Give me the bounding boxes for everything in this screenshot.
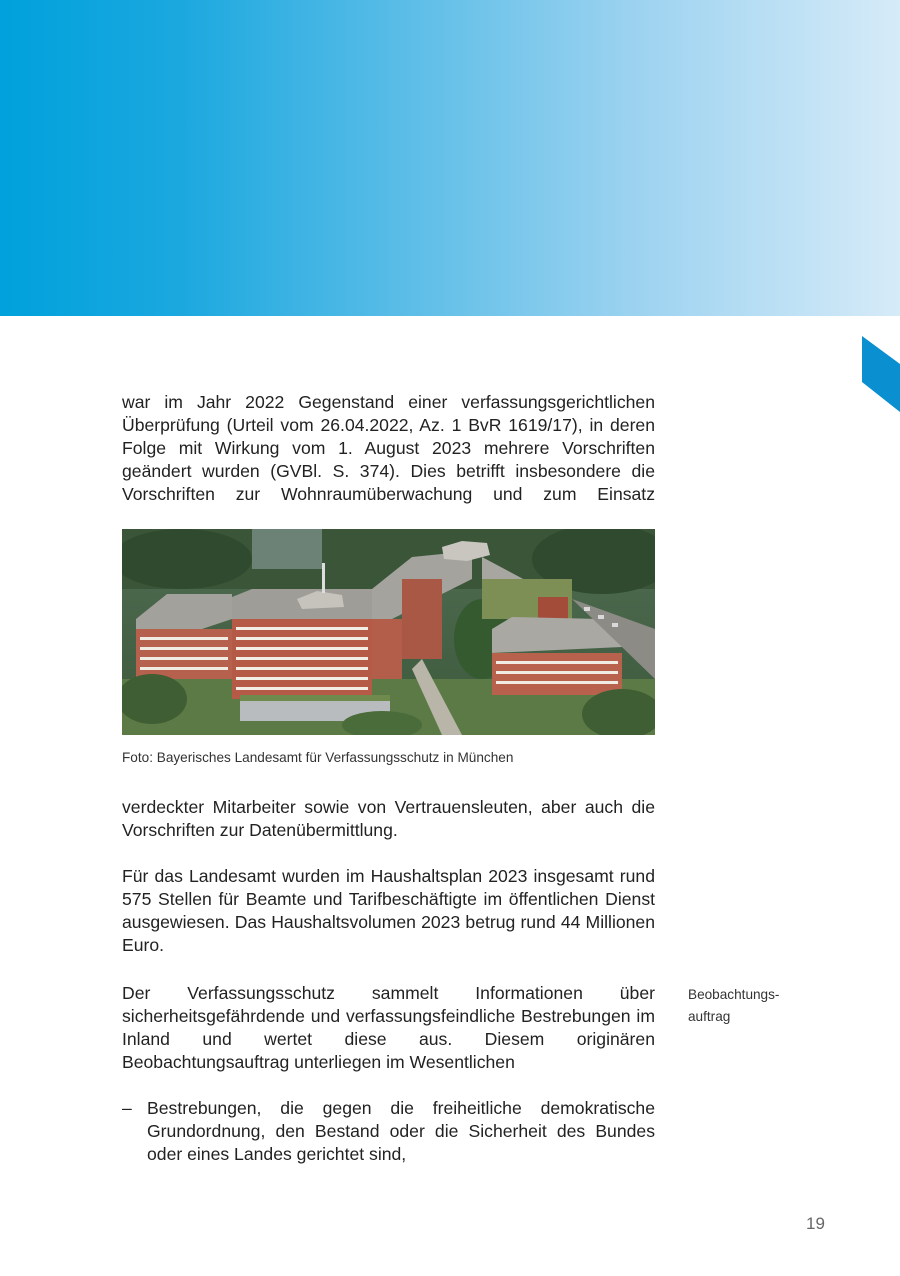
bullet-list	[122, 1097, 655, 1166]
list-dash: –	[122, 1098, 132, 1118]
page-number: 19	[806, 1214, 825, 1233]
chapter-tab-marker	[862, 336, 900, 412]
paragraph-2	[122, 796, 655, 842]
list-item	[122, 1097, 655, 1166]
paragraph-3	[122, 865, 655, 957]
paragraph-3-text: Für das Landesamt wurden im Haushaltsplan 2023 insgesamt rund 575 Stellen für Beamte und Tarifbeschäftigte im öffentlichen Dienst ausgewiesen. Das Haushaltsvolumen 2023 betrug rund 44 Millionen Euro.	[122, 866, 655, 955]
paragraph-4-text: Der Verfassungsschutz sammelt Informationen über sicherheitsgefährdende und verfassungsfeindliche Bestrebungen im Inland und wertet diese aus. Diesem originären Beobachtungsauftrag unterliegen im Wesentlichen	[122, 983, 655, 1072]
chapter-tab-shape	[862, 336, 900, 412]
paragraph-4	[122, 982, 655, 1074]
margin-note-line-1: Beobachtungs-	[688, 987, 780, 1002]
header-gradient-band	[0, 0, 900, 316]
photo-caption: Foto: Bayerisches Landesamt für Verfassungsschutz in München	[122, 750, 514, 765]
paragraph-2-text: verdeckter Mitarbeiter sowie von Vertrauensleuten, aber auch die Vorschriften zur Datenübermittlung.	[122, 797, 655, 840]
margin-note-line-2: auftrag	[688, 1009, 731, 1024]
paragraph-1-text: war im Jahr 2022 Gegenstand einer verfassungsgerichtlichen Überprüfung (Urteil vom 26.04.2022, Az. 1 BvR 1619/17), in deren Folge mit Wirkung vom 1. August 2023 mehrere Vorschriften geändert wurden (GVBl. S. 374). Dies betrifft insbesondere die Vorschriften zur Wohnraumüberwachung und zum Einsatz	[122, 392, 655, 504]
paragraph-1	[122, 391, 655, 506]
list-item-text: Bestrebungen, die gegen die freiheitliche demokratische Grundordnung, den Bestand oder die Sicherheit des Bundes oder eines Landes gerichtet sind,	[147, 1098, 655, 1164]
margin-note	[688, 984, 779, 1028]
building-aerial-photo	[122, 529, 655, 735]
photo-illustration	[122, 529, 655, 735]
